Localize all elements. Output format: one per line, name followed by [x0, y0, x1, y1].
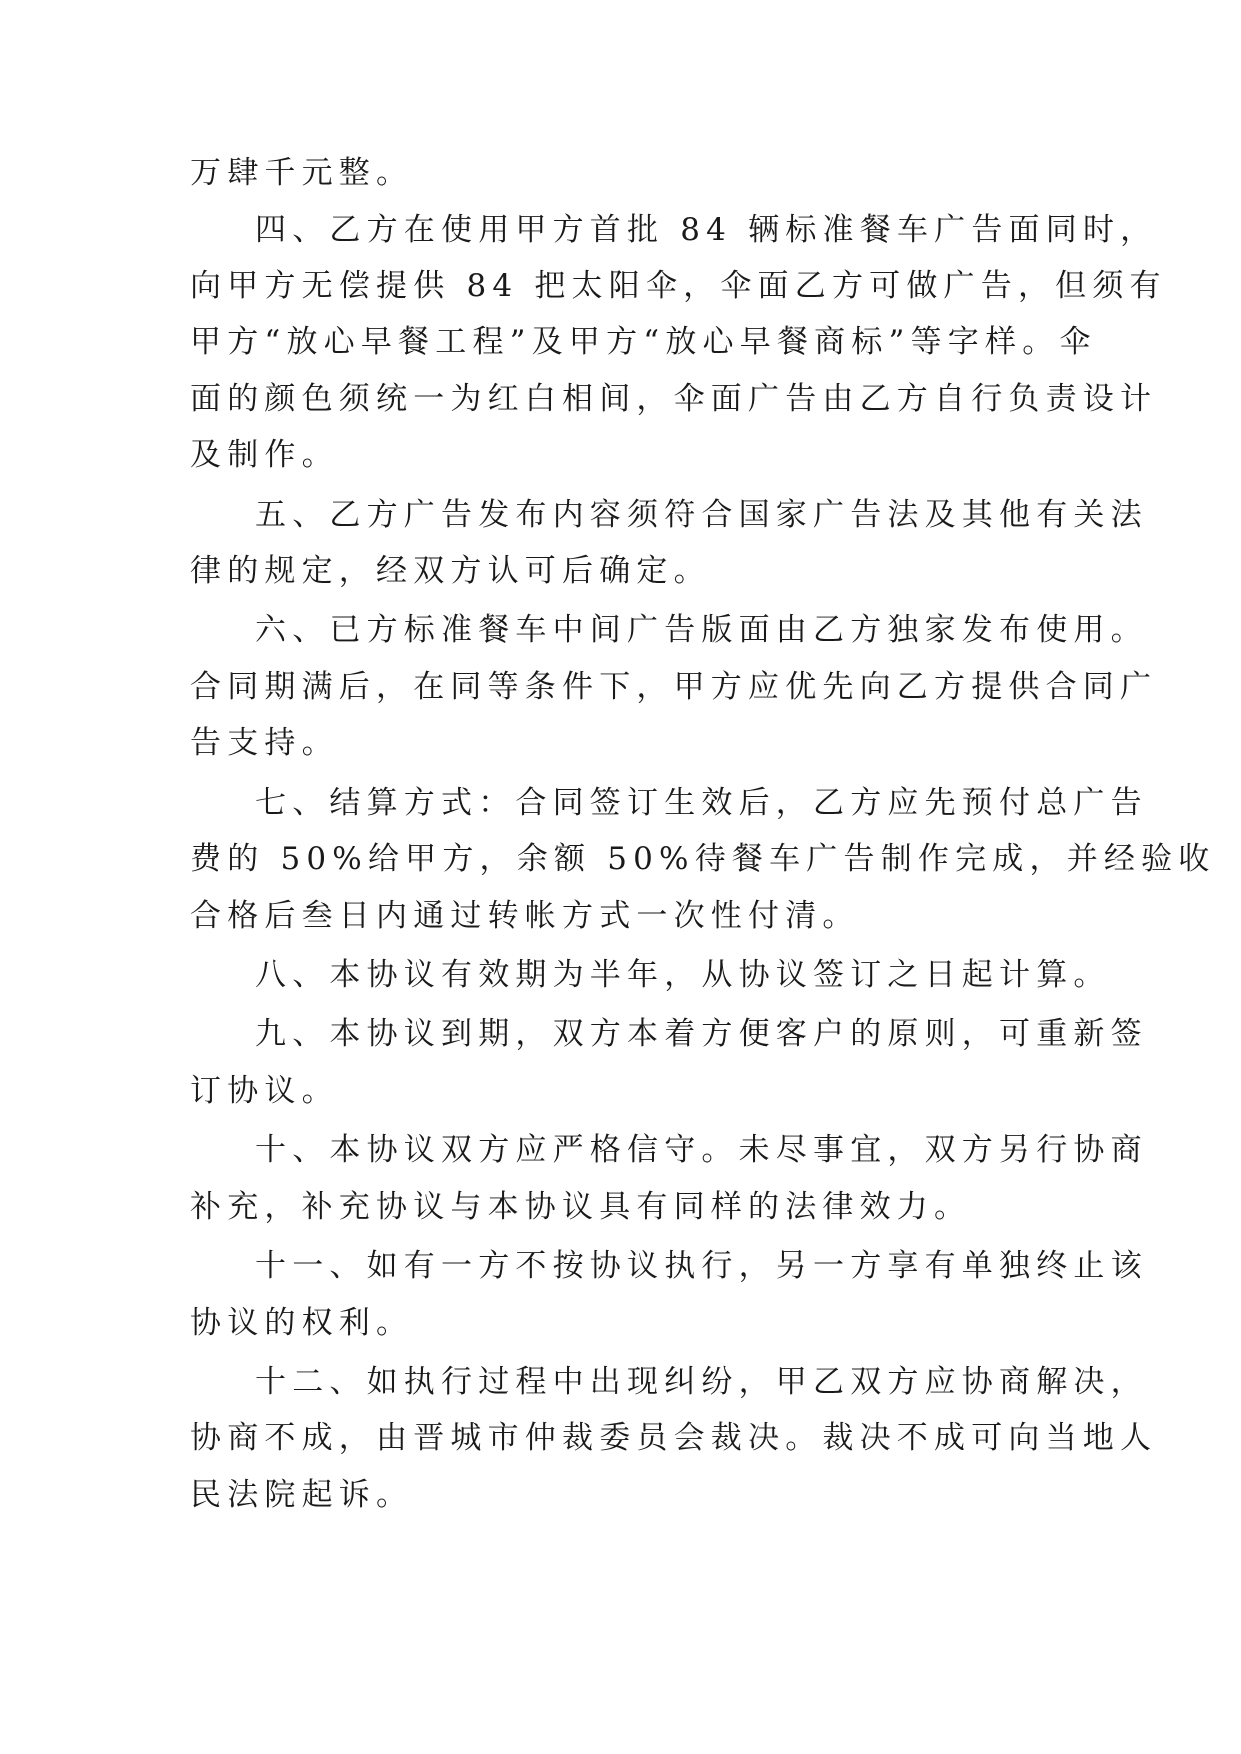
paragraph-7-line-1: 七、结算方式：合同签订生效后，乙方应先预付总广告: [255, 785, 1148, 821]
paragraph-12-line-1: 十二、如执行过程中出现纠纷，甲乙双方应协商解决，: [255, 1364, 1148, 1400]
text-line: 补充，补充协议与本协议具有同样的法律效力。: [190, 1189, 972, 1225]
text-line: 费的 50%给甲方，余额 50%待餐车广告制作完成，并经验收: [190, 841, 1216, 877]
text-line: 订协议。: [190, 1073, 339, 1109]
paragraph-11-line-1: 十一、如有一方不按协议执行，另一方享有单独终止该: [255, 1248, 1148, 1284]
paragraph-6-line-1: 六、已方标准餐车中间广告版面由乙方独家发布使用。: [255, 612, 1148, 648]
paragraph-9-line-1: 九、本协议到期，双方本着方便客户的原则，可重新签: [255, 1016, 1148, 1052]
text-line: 甲方“放心早餐工程”及甲方“放心早餐商标”等字样。伞: [190, 324, 1097, 360]
text-line: 面的颜色须统一为红白相间，伞面广告由乙方自行负责设计: [190, 381, 1158, 417]
paragraph-4-line-1: 四、乙方在使用甲方首批 84 辆标准餐车广告面同时，: [255, 212, 1158, 248]
paragraph-5-line-1: 五、乙方广告发布内容须符合国家广告法及其他有关法: [255, 497, 1148, 533]
paragraph-8-line-1: 八、本协议有效期为半年，从协议签订之日起计算。: [255, 957, 1111, 993]
text-line: 协商不成，由晋城市仲裁委员会裁决。裁决不成可向当地人: [190, 1420, 1158, 1456]
text-line: 及制作。: [190, 437, 339, 473]
text-line: 告支持。: [190, 725, 339, 761]
text-line: 合同期满后，在同等条件下，甲方应优先向乙方提供合同广: [190, 669, 1158, 705]
text-line: 万肆千元整。: [190, 155, 414, 191]
paragraph-10-line-1: 十、本协议双方应严格信守。未尽事宜，双方另行协商: [255, 1132, 1148, 1168]
text-line: 合格后叁日内通过转帐方式一次性付清。: [190, 898, 860, 934]
text-line: 律的规定，经双方认可后确定。: [190, 553, 711, 589]
text-line: 向甲方无偿提供 84 把太阳伞，伞面乙方可做广告，但须有: [190, 268, 1167, 304]
text-line: 协议的权利。: [190, 1305, 414, 1341]
text-line: 民法院起诉。: [190, 1477, 414, 1513]
